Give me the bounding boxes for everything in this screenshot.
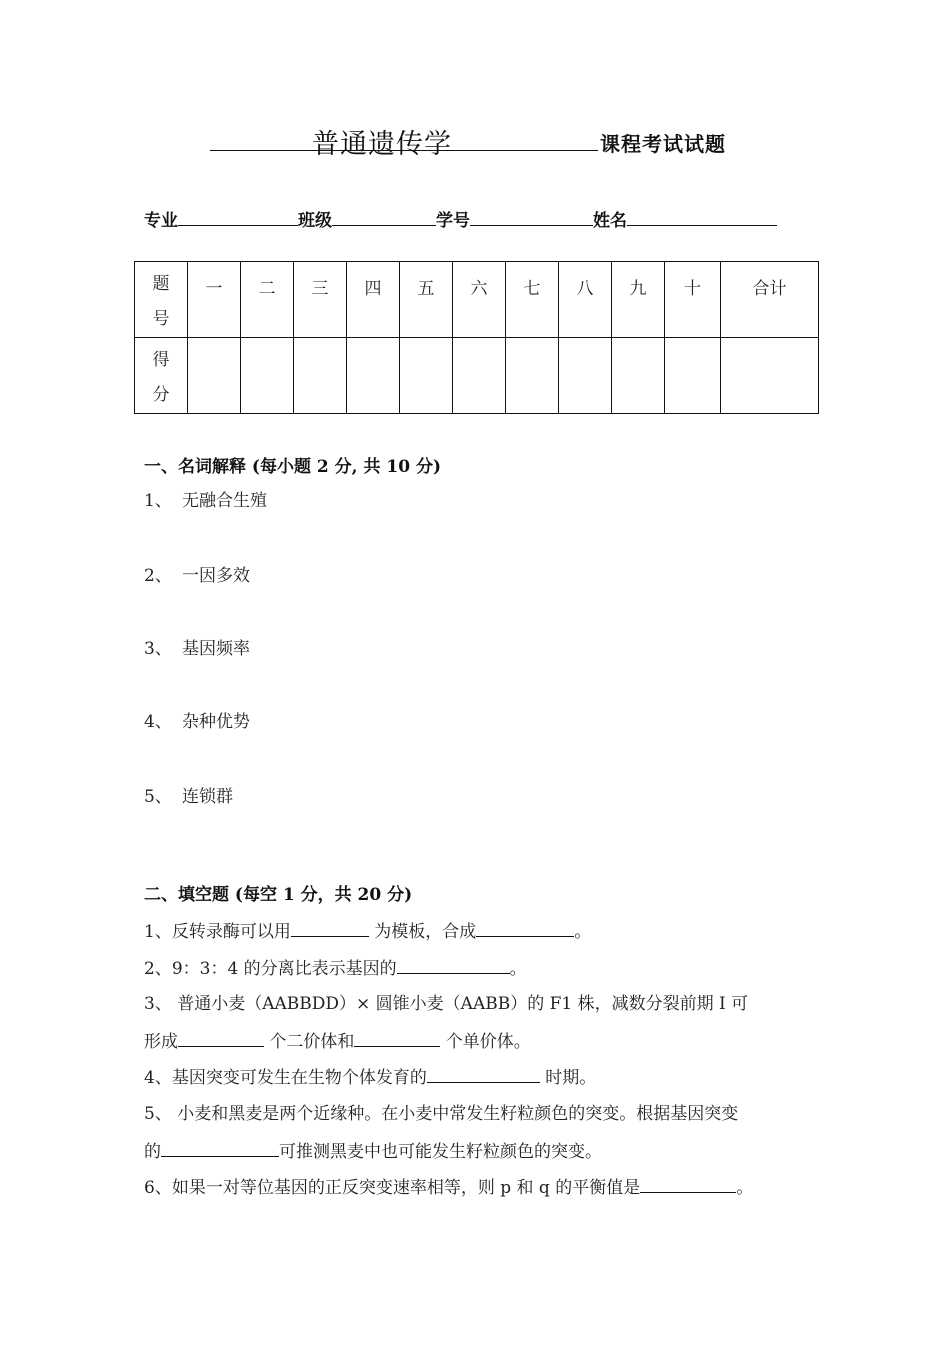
blank[interactable] bbox=[427, 1062, 540, 1083]
blank[interactable] bbox=[161, 1136, 279, 1157]
fill-question-3-line1: 3、 普通小麦（AABBDD）× 圆锥小麦（AABB）的 F1 株，减数分裂前期 I 可 bbox=[144, 994, 749, 1014]
col-header: 七 bbox=[506, 262, 559, 338]
section1-title: 一、名词解释 (每小题 2 分, 共 10 分) bbox=[144, 457, 442, 477]
fill-question-5-line1: 5、 小麦和黑麦是两个近缘种。在小麦中常发生籽粒颜色的突变。根据基因突变 bbox=[144, 1104, 739, 1124]
score-header: 得 分 bbox=[135, 338, 188, 414]
course-name: 普通遗传学 bbox=[312, 129, 452, 160]
fill-question-2: 2、9：3：4 的分离比表示基因的 。 bbox=[144, 953, 527, 979]
col-header: 八 bbox=[559, 262, 612, 338]
fill-question-6: 6、如果一对等位基因的正反突变速率相等，则 p 和 q 的平衡值是 。 bbox=[144, 1172, 753, 1198]
question-number-header: 题 号 bbox=[135, 262, 188, 338]
col-header: 四 bbox=[347, 262, 400, 338]
name-field[interactable] bbox=[627, 203, 777, 226]
name-label: 姓名 bbox=[593, 211, 627, 231]
total-header: 合计 bbox=[721, 262, 819, 338]
fill-question-1: 1、反转录酶可以用 为模板，合成 。 bbox=[144, 916, 591, 942]
score-cell[interactable] bbox=[347, 338, 400, 414]
score-cell[interactable] bbox=[188, 338, 241, 414]
score-cell[interactable] bbox=[400, 338, 453, 414]
student-id-field[interactable] bbox=[470, 203, 593, 226]
col-header: 五 bbox=[400, 262, 453, 338]
blank[interactable] bbox=[354, 1026, 440, 1047]
col-header: 二 bbox=[241, 262, 294, 338]
list-item: 1、 无融合生殖 bbox=[144, 491, 267, 511]
major-label: 专业 bbox=[144, 211, 178, 231]
student-info-row bbox=[144, 203, 777, 231]
exam-title: 课程考试试题 bbox=[600, 132, 726, 156]
col-header: 一 bbox=[188, 262, 241, 338]
blank[interactable] bbox=[178, 1026, 264, 1047]
blank[interactable] bbox=[640, 1172, 736, 1193]
blank[interactable] bbox=[476, 916, 574, 937]
blank[interactable] bbox=[397, 953, 510, 974]
col-header: 六 bbox=[453, 262, 506, 338]
score-table bbox=[134, 261, 819, 414]
list-item: 2、 一因多效 bbox=[144, 566, 250, 586]
question-number-row bbox=[135, 262, 819, 338]
class-label: 班级 bbox=[298, 211, 332, 231]
list-item: 5、 连锁群 bbox=[144, 787, 233, 807]
list-item: 4、 杂种优势 bbox=[144, 712, 250, 732]
score-cell[interactable] bbox=[506, 338, 559, 414]
class-field[interactable] bbox=[332, 203, 436, 226]
score-cell[interactable] bbox=[559, 338, 612, 414]
fill-question-4: 4、基因突变可发生在生物个体发育的 时期。 bbox=[144, 1062, 596, 1088]
blank[interactable] bbox=[291, 916, 369, 937]
section2-title: 二、填空题 (每空 1 分，共 20 分) bbox=[144, 885, 413, 905]
score-row bbox=[135, 338, 819, 414]
score-cell[interactable] bbox=[453, 338, 506, 414]
fill-question-5-line2: 的 可推测黑麦中也可能发生籽粒颜色的突变。 bbox=[144, 1136, 602, 1162]
score-cell[interactable] bbox=[612, 338, 665, 414]
list-item: 3、 基因频率 bbox=[144, 639, 250, 659]
total-score-cell[interactable] bbox=[721, 338, 819, 414]
student-id-label: 学号 bbox=[436, 211, 470, 231]
col-header: 十 bbox=[665, 262, 721, 338]
score-cell[interactable] bbox=[241, 338, 294, 414]
col-header: 九 bbox=[612, 262, 665, 338]
score-cell[interactable] bbox=[665, 338, 721, 414]
fill-question-3-line2: 形成 个二价体和 个单价体。 bbox=[144, 1026, 531, 1052]
score-cell[interactable] bbox=[294, 338, 347, 414]
major-field[interactable] bbox=[178, 203, 298, 226]
col-header: 三 bbox=[294, 262, 347, 338]
